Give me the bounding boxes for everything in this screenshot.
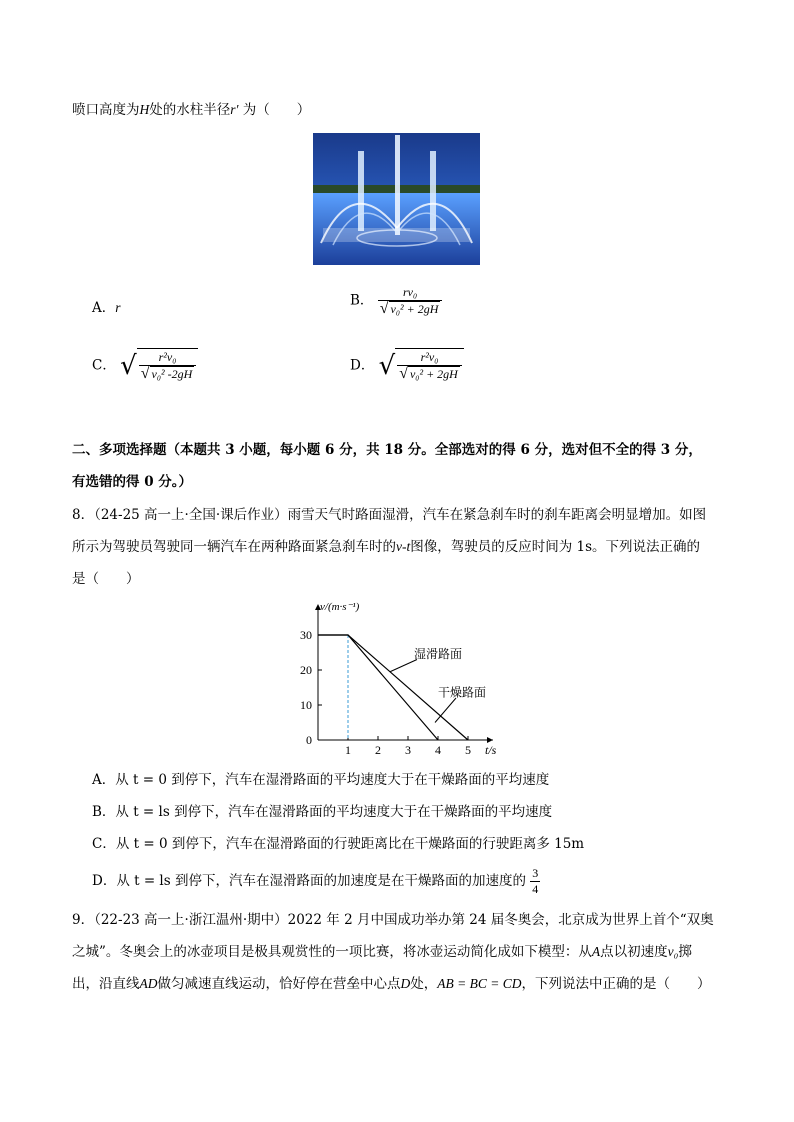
q9-stem-line2 — [72, 942, 692, 962]
leader-line-dry — [435, 698, 456, 723]
q9-text: 出，沿直线 — [72, 976, 140, 992]
var-A: A — [591, 944, 601, 959]
q7-option-b[interactable] — [350, 285, 442, 317]
fraction — [378, 285, 443, 317]
q8-stem-line1: 8．（24-25 高一上·全国·课后作业）雨雪天气时路面湿滑，汽车在紧急刹车时的刹车距离会明显增加。如图 — [72, 507, 707, 523]
option-label: C． — [92, 357, 116, 374]
numerator: r²v₀ — [139, 350, 197, 366]
y-tick-label: 0 — [306, 733, 312, 747]
option-label: B． — [350, 292, 374, 309]
numerator: rv₀ — [378, 285, 443, 301]
q7-stem-text: 喷口高度为 — [72, 102, 140, 118]
x-tick-label: 3 — [405, 743, 411, 756]
q8-stem-line2 — [72, 537, 700, 557]
vt-graph — [288, 598, 508, 756]
y-tick-label: 20 — [300, 663, 312, 677]
q7-option-d[interactable]: D． √ $\frac{\text{r²v₀}}{\text{√ v₀² + 2gH}}$ — [350, 348, 464, 382]
q9-text: 掷 — [678, 944, 692, 960]
series-label-wet: 湿滑路面 — [414, 646, 463, 661]
section-heading-cont: 有选错的得 0 分。） — [72, 474, 193, 490]
option-label: D． — [350, 357, 375, 374]
var-D: D — [400, 976, 411, 991]
q7-stem-text: 为（ ） — [242, 102, 311, 118]
y-axis-label: v/(m·s⁻¹) — [320, 601, 360, 613]
section-heading: 二、多项选择题（本题共 3 小题，每小题 6 分，共 18 分。全部选对的得 6 分，选对但不全的得 3 分， — [72, 442, 702, 458]
q9-text: 之城”。冬奥会上的冰壶项目是极具观赏性的一项比赛，将冰壶运动简化成如下模型：从 — [72, 944, 592, 960]
denominator: √ v₀² + 2gH — [399, 365, 458, 382]
x-tick-label: 1 — [345, 743, 351, 756]
denominator: √ v₀² + 2gH — [379, 300, 439, 317]
var-AD: AD — [139, 976, 158, 991]
series-label-dry: 干燥路面 — [438, 685, 487, 700]
q8-text: 图像，驾驶员的反应时间为 1s。下列说法正确的 — [410, 539, 701, 555]
option-text: r — [115, 300, 121, 315]
leader-line-wet — [390, 660, 417, 672]
var-vt: v-t — [396, 539, 411, 554]
x-tick-label: 5 — [465, 743, 471, 756]
q9-text: 处， — [410, 976, 438, 992]
x-tick-label: 2 — [375, 743, 381, 756]
fraction — [397, 350, 462, 382]
q9-stem-line1: 9．（22-23 高一上·浙江温州·期中）2022 年 2 月中国成功举办第 24 届冬奥会，北京成为世界上首个“双奥 — [72, 912, 714, 928]
q7-stem-text: 处的水柱半径 — [149, 102, 231, 118]
q7-stem — [72, 100, 310, 120]
q9-text: 点以初速度 — [600, 944, 668, 960]
option-text: D．从 t = ls 到停下，汽车在湿滑路面的加速度是在干燥路面的加速度的 — [92, 873, 526, 889]
q8-option-a[interactable]: A．从 t = 0 到停下，汽车在湿滑路面的平均速度大于在干燥路面的平均速度 — [92, 772, 550, 788]
fraction — [139, 350, 197, 382]
radicand: v₀² + 2gH — [409, 367, 458, 381]
var-H: H — [139, 102, 150, 117]
fraction — [530, 866, 540, 897]
q8-stem-line3: 是（ ） — [72, 571, 140, 587]
q8-option-d[interactable] — [92, 866, 540, 897]
denominator: √ v₀² -2gH — [140, 365, 193, 382]
q8-option-c[interactable]: C．从 t = 0 到停下，汽车在湿滑路面的行驶距离比在干燥路面的行驶距离多 15m — [92, 836, 585, 852]
q7-option-a[interactable] — [92, 298, 121, 318]
fountain-image — [313, 133, 480, 265]
x-tick-label: 4 — [435, 743, 441, 756]
numerator: 3 — [532, 866, 539, 880]
var-r-prime: r′ — [230, 102, 239, 117]
denominator: 4 — [532, 882, 539, 896]
numerator: r²v₀ — [397, 350, 462, 366]
y-tick-label: 10 — [300, 698, 312, 712]
q9-text: ，下列说法中正确的是（ ） — [521, 976, 711, 992]
radicand: v₀² + 2gH — [390, 302, 439, 316]
x-axis-label: t/s — [485, 743, 497, 756]
outer-sqrt — [137, 348, 199, 382]
q8-option-b[interactable]: B．从 t = ls 到停下，汽车在湿滑路面的平均速度大于在干燥路面的平均速度 — [92, 804, 553, 820]
var-v0: v₀ — [667, 944, 679, 959]
q9-stem-line3 — [72, 974, 710, 994]
q8-text: 所示为驾驶员驾驶同一辆汽车在两种路面紧急刹车时的 — [72, 539, 396, 555]
q7-option-c[interactable]: C． √ $\frac{\text{r²v₀}}{\text{√ v₀² -2gH}}$ — [92, 348, 198, 382]
y-tick-label: 30 — [300, 628, 312, 642]
outer-sqrt — [395, 348, 464, 382]
equation-ab-bc-cd: AB = BC = CD — [437, 976, 522, 991]
option-label: A． — [92, 300, 116, 316]
q9-text: 做匀减速直线运动，恰好停在营垒中心点 — [157, 976, 401, 992]
radicand: v₀² -2gH — [151, 367, 193, 381]
